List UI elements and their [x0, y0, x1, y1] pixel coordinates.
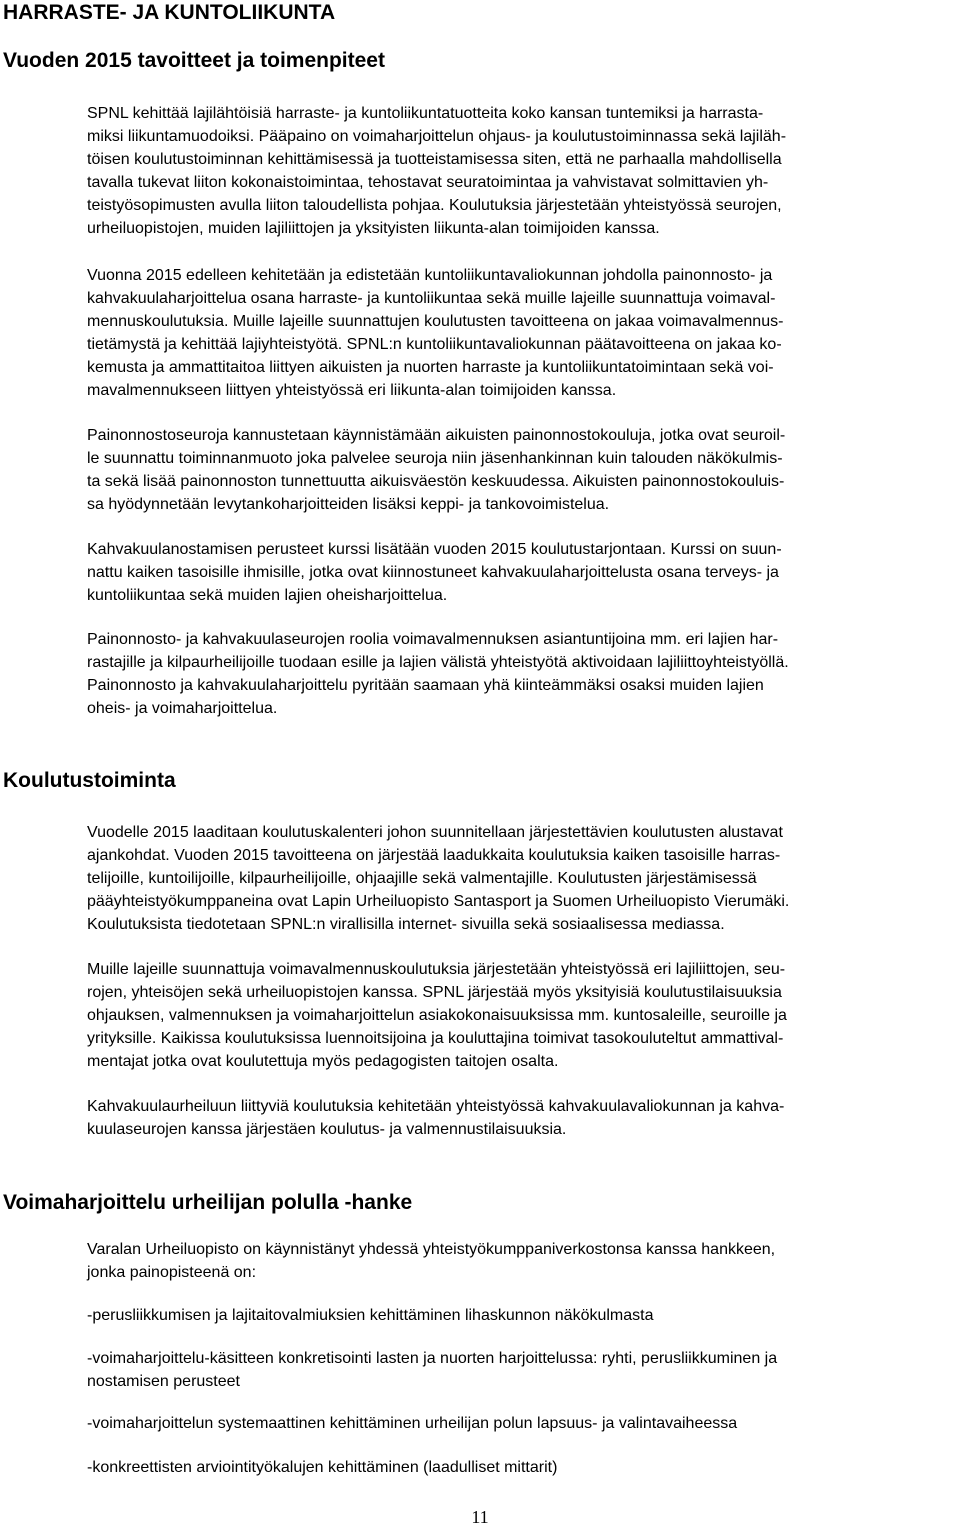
- text-line: Painonnosto- ja kahvakuulaseurojen roolia voimavalmennuksen asiantuntijoina mm. eri lajien har-: [87, 631, 779, 648]
- text-line: Varalan Urheiluopisto on käynnistänyt yhdessä yhteistyökumppaniverkostonsa kanssa hankkeen,: [87, 1241, 776, 1258]
- paragraph: [87, 1095, 957, 1141]
- text-line: sa hyödynnetään levytankoharjoitteiden lisäksi keppi- ja tankovoimistelua.: [87, 496, 610, 513]
- paragraph: [87, 264, 957, 402]
- text-line: ta sekä lisää painonnoston tunnettuutta aikuisväestön keskuudessa. Aikuisten painonnostokouluis-: [87, 473, 785, 490]
- paragraph: [87, 958, 957, 1073]
- text-line: SPNL kehittää lajilähtöisiä harraste- ja kuntoliikuntatuotteita koko kansan tuntemiksi ja harrasta-: [87, 105, 764, 122]
- paragraph: [87, 628, 957, 720]
- text-line: tietämystä ja kehittää lajiyhteistyötä. SPNL:n kuntoliikuntavaliokunnan päätavoitteena on jakaa ko-: [87, 336, 782, 353]
- paragraph: [87, 102, 957, 240]
- text-line: -perusliikkumisen ja lajitaitovalmiuksien kehittäminen lihaskunnon näkökulmasta: [87, 1307, 654, 1324]
- text-line: Vuonna 2015 edelleen kehitetään ja edistetään kuntoliikuntavaliokunnan johdolla painonnosto- ja: [87, 267, 773, 284]
- paragraph: [87, 538, 957, 607]
- section-heading-voimaharjoittelu-hanke: Voimaharjoittelu urheilijan polulla -hanke: [3, 1191, 413, 1214]
- text-line: rastajille ja kilpaurheilijoille tuodaan esille ja lajien välistä yhteistyötä aktivoidaan lajiliittoyhteistyöllä.: [87, 654, 789, 671]
- section-heading-koulutustoiminta: Koulutustoiminta: [3, 769, 176, 792]
- text-line: urheiluopistojen, muiden lajiliittojen ja yksityisten liikunta-alan toimijoiden kanssa.: [87, 220, 660, 237]
- text-line: miksi liikuntamuodoiksi. Pääpaino on voimaharjoittelun ohjaus- ja koulutustoiminnassa sekä lajiläh-: [87, 128, 787, 145]
- text-line: kuntoliikuntaa sekä muiden lajien oheisharjoittelua.: [87, 587, 448, 604]
- text-line: Muille lajeille suunnattuja voimavalmennuskoulutuksia järjestetään yhteistyössä eri lajiliittojen, seu-: [87, 961, 786, 978]
- text-line: kemusta ja ammattitaitoa liittyen aikuisten ja nuorten harraste ja kuntoliikuntatoimintaan sekä voi-: [87, 359, 774, 376]
- list-item: [87, 1347, 957, 1393]
- text-line: Kahvakuulanostamisen perusteet kurssi lisätään vuoden 2015 koulutustarjontaan. Kurssi on suun-: [87, 541, 782, 558]
- text-line: rojen, yhteisöjen sekä urheiluopistojen kanssa. SPNL järjestää myös yksityisiä koulutustilaisuuksia: [87, 984, 782, 1001]
- text-line: ajankohdat. Vuoden 2015 tavoitteena on järjestää laadukkaita koulutuksia kaiken tasoisille harras-: [87, 847, 781, 864]
- text-line: mennuskoulutuksia. Muille lajeille suunnattujen koulutusten tavoitteena on jakaa voimavalmennus-: [87, 313, 784, 330]
- text-line: mavalmennukseen liittyen yhteistyössä eri liikunta-alan toimijoiden kanssa.: [87, 382, 617, 399]
- text-line: -voimaharjoittelun systemaattinen kehittäminen urheilijan polun lapsuus- ja valintavaiheessa: [87, 1415, 738, 1432]
- text-line: Kahvakuulaurheiluun liittyviä koulutuksia kehitetään yhteistyössä kahvakuulavaliokunnan ja kahva-: [87, 1098, 785, 1115]
- section-heading-tavoitteet: Vuoden 2015 tavoitteet ja toimenpiteet: [3, 49, 385, 72]
- text-line: le suunnattu toiminnanmuoto joka palvelee seuroja niin jäsenhankinnan kuin talouden näkökulmis-: [87, 450, 783, 467]
- list-item: [87, 1412, 957, 1435]
- list-item: [87, 1456, 957, 1479]
- text-line: Koulutuksista tiedotetaan SPNL:n virallisilla internet- sivuilla sekä sosiaalisessa mediassa.: [87, 916, 725, 933]
- text-line: telijoille, kuntoilijoille, kilpaurheilijoille, ohjaajille sekä valmentajille. Koulutusten järjestämisessä: [87, 870, 757, 887]
- text-line: nattu kaiken tasoisille ihmisille, jotka ovat kiinnostuneet kahvakuulaharjoittelusta osana terveys- ja: [87, 564, 779, 581]
- text-line: teistyösopimusten avulla liiton taloudellista pohjaa. Koulutuksia järjestetään yhteistyössä seurojen,: [87, 197, 782, 214]
- text-line: Painonnosto ja kahvakuulaharjoittelu pyritään saamaan yhä kiinteämmäksi osaksi muiden lajien: [87, 677, 764, 694]
- paragraph: [87, 1238, 957, 1284]
- text-line: tavalla tukevat liiton kokonaistoimintaa, tehostavat seuratoimintaa ja vahvistavat solmittavien yh-: [87, 174, 769, 191]
- document-title: HARRASTE- JA KUNTOLIIKUNTA: [3, 1, 336, 24]
- text-line: Vuodelle 2015 laaditaan koulutuskalenteri johon suunnitellaan järjestettävien koulutusten alustavat: [87, 824, 783, 841]
- text-line: ohjauksen, valmennuksen ja voimaharjoittelun asiakokonaisuuksissa mm. kuntosaleille, seuroille ja: [87, 1007, 787, 1024]
- page-number: 11: [471, 1507, 489, 1527]
- text-line: töisen koulutustoiminnan kehittämisessä ja tuotteistamisessa siten, että ne parhaalla mahdollisella: [87, 151, 782, 168]
- text-line: pääyhteistyökumppaneina ovat Lapin Urheiluopisto Santasport ja Suomen Urheiluopisto Vierumäki.: [87, 893, 790, 910]
- text-line: -voimaharjoittelu-käsitteen konkretisointi lasten ja nuorten harjoittelussa: ryhti, perusliikkuminen ja: [87, 1350, 778, 1367]
- text-line: oheis- ja voimaharjoittelua.: [87, 700, 278, 717]
- text-line: Painonnostoseuroja kannustetaan käynnistämään aikuisten painonnostokouluja, jotka ovat seuroil-: [87, 427, 786, 444]
- text-line: yrityksille. Kaikissa koulutuksissa luennoitsijoina ja kouluttajina toimivat tasokouluteltut ammattival-: [87, 1030, 784, 1047]
- paragraph: [87, 821, 957, 936]
- text-line: jonka painopisteenä on:: [87, 1264, 257, 1281]
- text-line: -konkreettisten arviointityökalujen kehittäminen (laadulliset mittarit): [87, 1459, 558, 1476]
- text-line: nostamisen perusteet: [87, 1373, 240, 1390]
- text-line: mentajat jotka ovat koulutettuja myös pedagogisten taitojen osalta.: [87, 1053, 559, 1070]
- paragraph: [87, 424, 957, 516]
- text-line: kahvakuulaharjoittelua osana harraste- ja kuntoliikuntaa sekä muille lajeille suunnattuja voimaval-: [87, 290, 776, 307]
- list-item: [87, 1304, 957, 1327]
- text-line: kuulaseurojen kanssa järjestäen koulutus- ja valmennustilaisuuksia.: [87, 1121, 567, 1138]
